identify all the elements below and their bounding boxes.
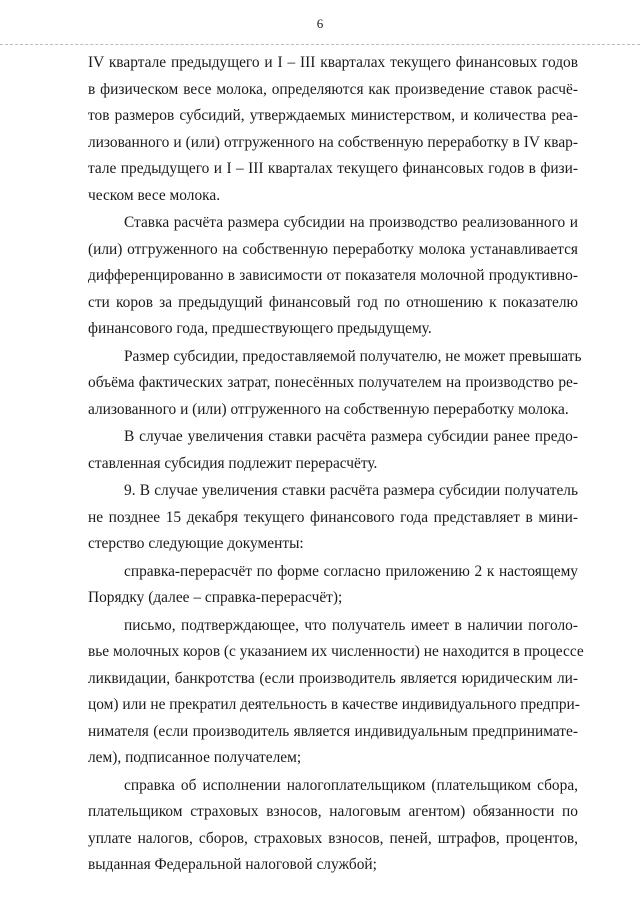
text-line: Размер субсидии, предоставляемой получателю, не может превышать — [124, 347, 582, 365]
paragraph-recalc-certificate — [88, 559, 578, 612]
text-line: Ставка расчёта размера субсидии на производство реализованного и — [124, 214, 578, 231]
paragraph-confirmation-letter — [88, 613, 584, 772]
text-line: финансового года, предшествующего предыдущему. — [88, 320, 432, 337]
text-line: письмо, подтверждающее, что получатель имеет в наличии поголо- — [124, 616, 578, 634]
text-line: выданная Федеральной налоговой службой; — [88, 856, 377, 873]
text-line: Порядку (далее – справка-перерасчёт); — [88, 589, 343, 606]
scan-artifact-line — [0, 44, 640, 45]
text-line: В случае увеличения ставки расчёта размера субсидии ранее предо- — [124, 428, 578, 445]
text-line: ставленная субсидия подлежит перерасчёту. — [88, 454, 378, 472]
text-line: тале предыдущего и I – III кварталах текущего финансовых годов в физи- — [88, 160, 578, 177]
paragraph-clause-9 — [88, 478, 578, 558]
document-body — [88, 50, 584, 879]
text-line: плательщиком страховых взносов, налоговым агентом) обязанности по — [88, 803, 578, 820]
text-line: вье молочных коров (с указанием их численности) не находится в процессе — [88, 643, 584, 660]
text-line: лем), подписанное получателем; — [88, 749, 302, 766]
text-line: тов размеров субсидий, утверждаемых министерством, и количества реа- — [88, 107, 578, 124]
text-line: справка об исполнении налогоплательщиком (плательщиком сбора, — [124, 776, 578, 794]
text-line: дифференцированно в зависимости от показателя молочной продуктивно- — [88, 267, 578, 284]
text-line: сти коров за предыдущий финансовый год по отношению к показателю — [88, 293, 578, 311]
text-line: цом) или не прекратил деятельность в качестве индивидуального предпри- — [88, 696, 580, 713]
text-line: ализованного и (или) отгруженного на собственную переработку молока. — [88, 400, 569, 418]
text-line: лизованного и (или) отгруженного на собственную переработку в IV квар- — [88, 133, 578, 151]
text-line: объёма фактических затрат, понесённых получателем на производство ре- — [88, 374, 578, 391]
paragraph-1 — [88, 50, 578, 209]
text-line: 9. В случае увеличения ставки расчёта размера субсидии получатель — [124, 482, 578, 499]
paragraph-tax-certificate — [88, 773, 578, 879]
text-line: в физическом весе молока, определяются как произведение ставок расчё- — [88, 80, 578, 98]
paragraph-2 — [88, 210, 578, 343]
text-line: ликвидации, банкротства (если производитель является юридическим ли- — [88, 669, 578, 687]
text-line: IV квартале предыдущего и I – III кварталах текущего финансовых годов — [88, 54, 578, 71]
page-number: 6 — [316, 16, 324, 31]
paragraph-4 — [88, 424, 578, 477]
text-line: нимателя (если производитель является индивидуальным предпринимате- — [88, 722, 578, 740]
text-line: справка-перерасчёт по форме согласно приложению 2 к настоящему — [124, 562, 578, 580]
text-line: уплате налогов, сборов, страховых взносов, пеней, штрафов, процентов, — [88, 829, 578, 847]
text-line: не позднее 15 декабря текущего финансового года представляет в мини- — [88, 508, 578, 526]
text-line: (или) отгруженного на собственную переработку молока устанавливается — [88, 240, 578, 258]
text-line: ческом весе молока. — [88, 186, 221, 204]
paragraph-3 — [88, 344, 582, 424]
text-line: стерство следующие документы: — [88, 535, 304, 552]
